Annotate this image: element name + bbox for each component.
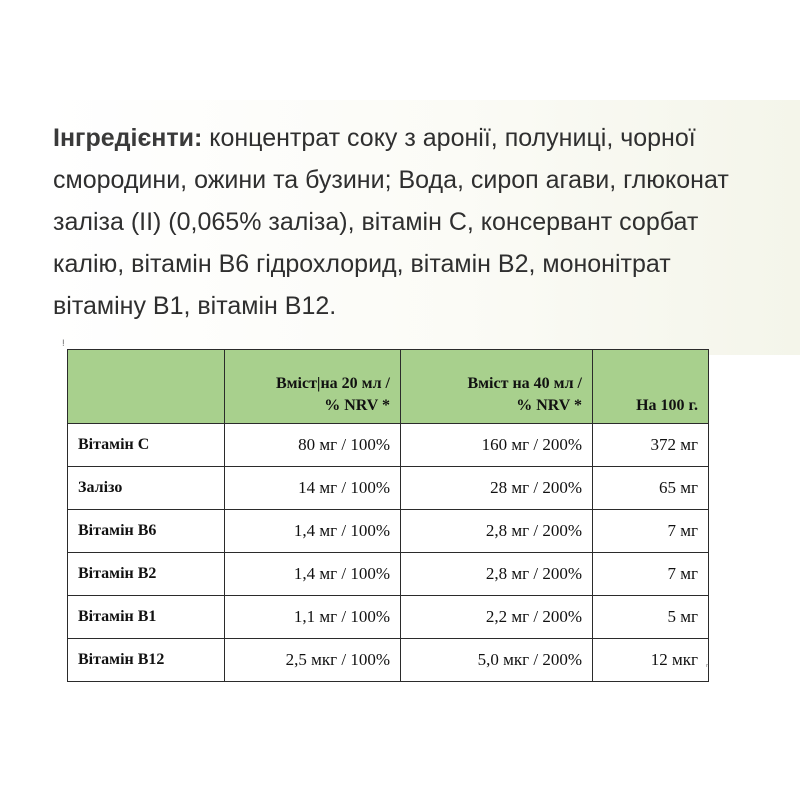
value-per-100g: 7 мг — [593, 553, 709, 596]
nutrient-name: Вітамін В12 — [68, 639, 225, 682]
table-row — [68, 553, 709, 596]
nutrient-name: Вітамін В6 — [68, 510, 225, 553]
value-per-100g: 12 мкг — [593, 639, 709, 682]
value-per-100g: 65 мг — [593, 467, 709, 510]
value-per-40ml: 28 мг / 200% — [401, 467, 593, 510]
value-per-40ml: 160 мг / 200% — [401, 424, 593, 467]
value-per-40ml: 2,8 мг / 200% — [401, 510, 593, 553]
table-row — [68, 639, 709, 682]
value-per-100g: 372 мг — [593, 424, 709, 467]
nutrition-table — [67, 349, 709, 682]
table-row — [68, 596, 709, 639]
header-per-100g: На 100 г. — [593, 350, 709, 424]
header-per-20ml-line2: % NRV * — [324, 397, 390, 414]
value-per-40ml: 5,0 мкг / 200% — [401, 639, 593, 682]
table-row — [68, 424, 709, 467]
header-per-20ml — [225, 350, 401, 424]
table-corner-mark-bottom: ᵣ — [706, 660, 709, 670]
ingredients-paragraph — [53, 117, 765, 327]
header-per-40ml — [401, 350, 593, 424]
table-header-row — [68, 350, 709, 424]
header-per-40ml-line1: Вміст на 40 мл / — [467, 375, 582, 392]
value-per-100g: 5 мг — [593, 596, 709, 639]
table-row — [68, 510, 709, 553]
value-per-20ml: 1,4 мг / 100% — [225, 553, 401, 596]
value-per-20ml: 80 мг / 100% — [225, 424, 401, 467]
value-per-20ml: 1,4 мг / 100% — [225, 510, 401, 553]
nutrient-name: Вітамін В2 — [68, 553, 225, 596]
nutrient-name: Залізо — [68, 467, 225, 510]
value-per-20ml: 14 мг / 100% — [225, 467, 401, 510]
table-row — [68, 467, 709, 510]
nutrient-name: Вітамін В1 — [68, 596, 225, 639]
value-per-20ml: 1,1 мг / 100% — [225, 596, 401, 639]
ingredients-label: Інгредієнти: — [53, 124, 203, 152]
table-corner-mark-top: ⵑ — [62, 339, 65, 349]
header-per-40ml-line2: % NRV * — [516, 397, 582, 414]
ingredients-list: концентрат соку з аронії, полуниці, чорної смородини, ожини та бузини; Вода, сироп агави, глюконат заліза (II) (0,065% заліза), вітамін С, консервант сорбат калію, вітамін В6 гідрохлорид, вітамін В2, мононітрат вітаміну В1, вітамін В12. — [53, 124, 729, 320]
value-per-40ml: 2,8 мг / 200% — [401, 553, 593, 596]
header-per-20ml-line1: Вміст|на 20 мл / — [275, 375, 390, 392]
nutrition-table-wrapper — [67, 349, 708, 667]
header-nutrient — [68, 350, 225, 424]
value-per-100g: 7 мг — [593, 510, 709, 553]
value-per-40ml: 2,2 мг / 200% — [401, 596, 593, 639]
nutrient-name: Вітамін С — [68, 424, 225, 467]
value-per-20ml: 2,5 мкг / 100% — [225, 639, 401, 682]
